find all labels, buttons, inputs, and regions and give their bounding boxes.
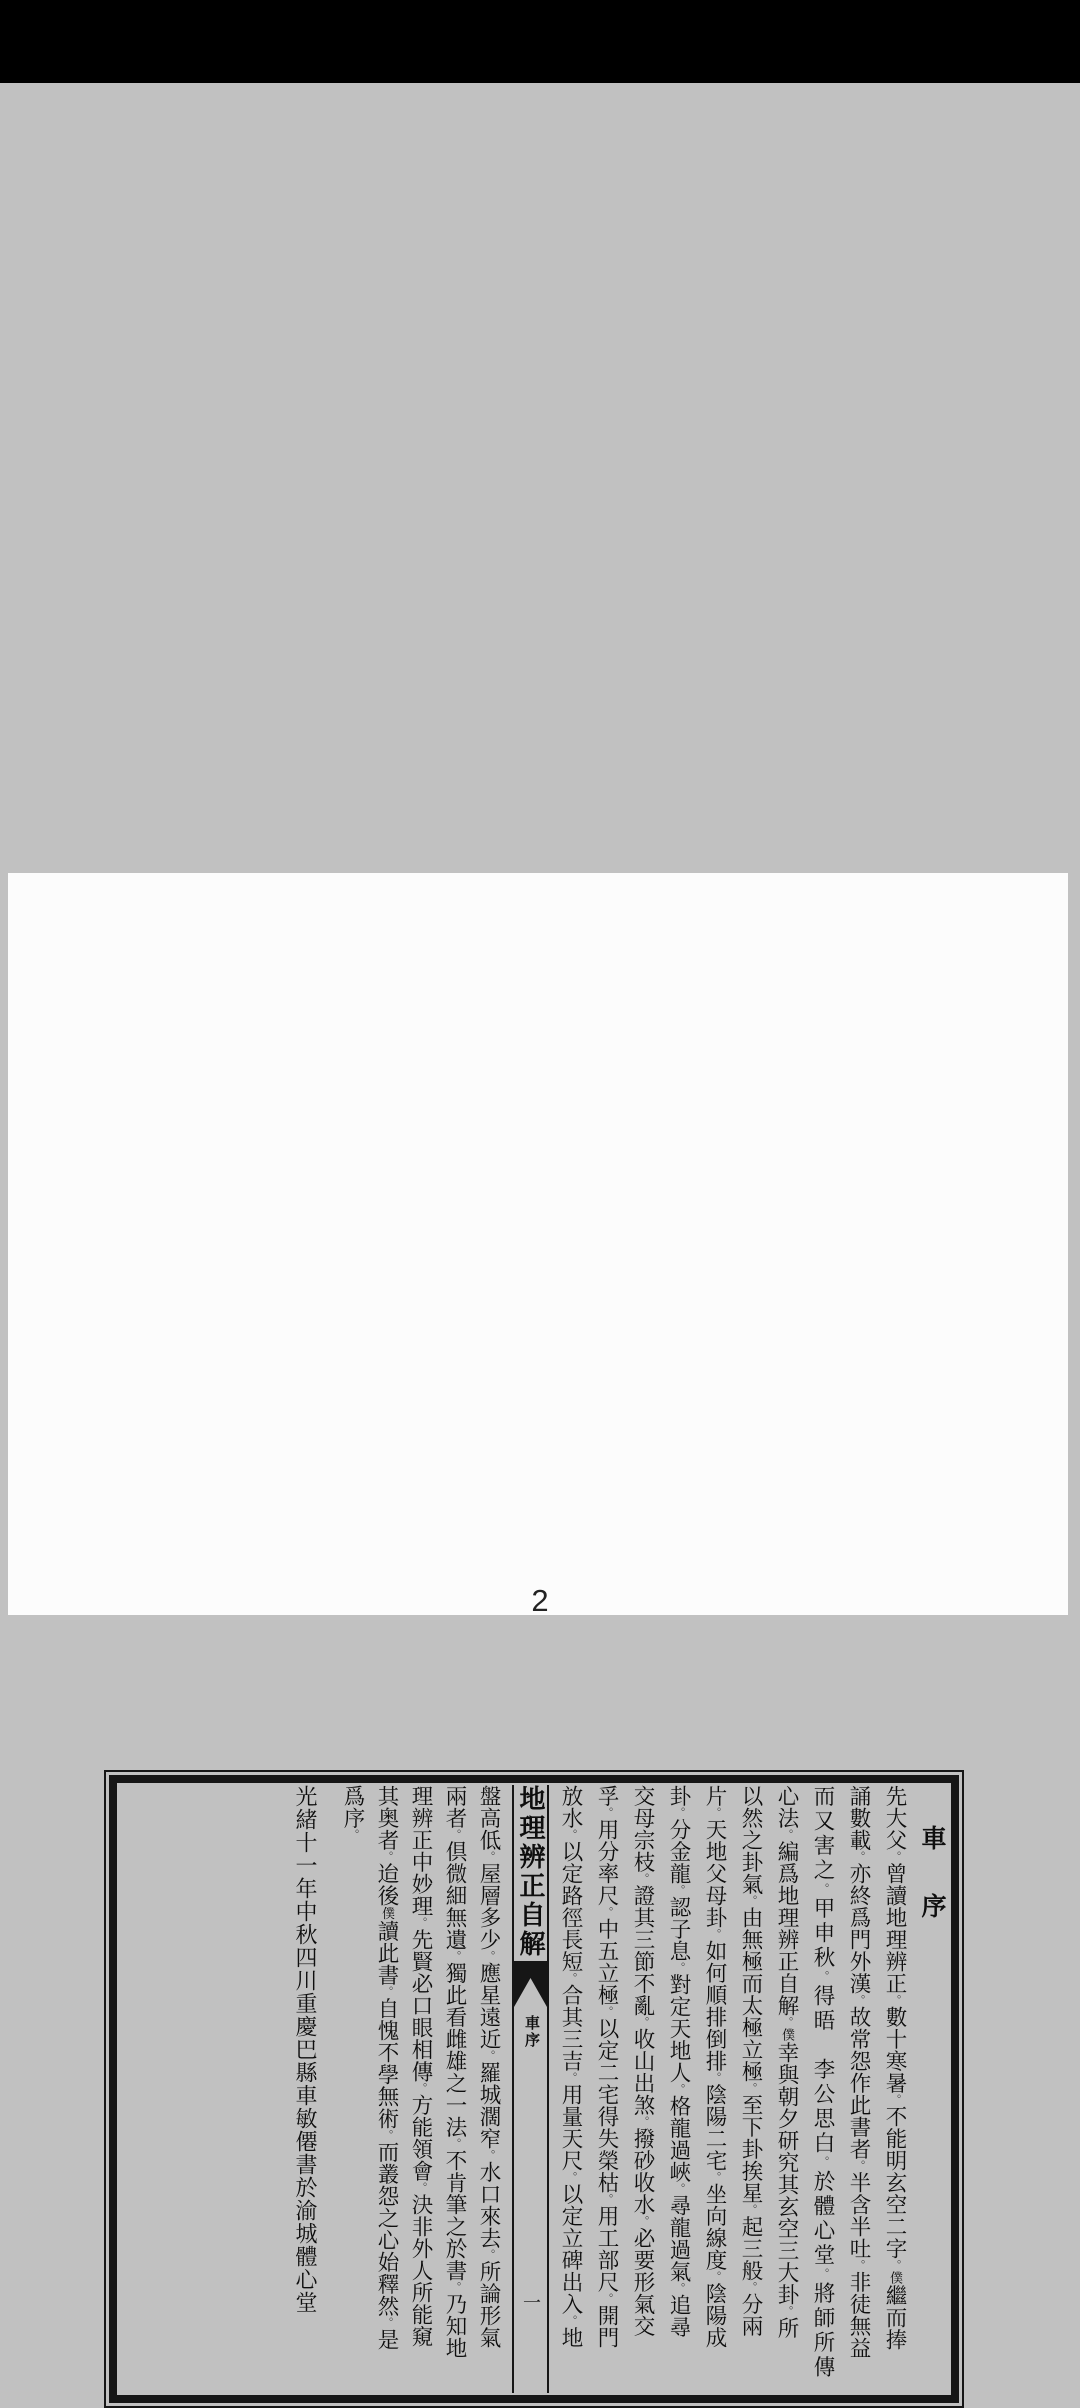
small-annotation: 僕 [780, 2028, 795, 2042]
punctuation: 。 [449, 2281, 461, 2293]
punctuation: 。 [889, 1851, 901, 1863]
punctuation: 。 [381, 2317, 393, 2329]
punctuation: 。 [637, 2116, 649, 2128]
small-annotation: 僕 [888, 2271, 903, 2285]
punctuation: 。 [853, 1994, 865, 2006]
body-column: 爲序。 [341, 1785, 365, 1841]
punctuation: 。 [817, 2156, 829, 2170]
punctuation: 。 [709, 2271, 721, 2283]
punctuation: 。 [565, 2315, 577, 2327]
punctuation: 。 [673, 1884, 685, 1896]
preface-title: 車 序 [918, 1825, 945, 1927]
punctuation: 。 [673, 2083, 685, 2095]
spine-section-label: 車序 [523, 2015, 539, 2049]
body-column: 理辨正中妙理。先賢必口眼相傳。方能領會。決非外人所能窺 [409, 1785, 433, 2348]
punctuation: 。 [637, 1873, 649, 1885]
body-column: 誦數載。亦終爲門外漢。故常怨作此書者。半含半吐。非徒無益 [847, 1785, 871, 2359]
body-column: 而又害之。甲申秋。得晤 李公思白。於體心堂。將師所傳 [811, 1785, 835, 2380]
punctuation: 。 [745, 1895, 757, 1907]
punctuation: 。 [565, 2072, 577, 2084]
punctuation: 。 [449, 1950, 461, 1962]
punctuation: 。 [483, 2249, 495, 2261]
punctuation: 。 [673, 2282, 685, 2294]
body-column: 兩者。倶微細無遺。獨此看雌雄之一法。不肯筆之於書。乃知地 [443, 1785, 467, 2359]
punctuation: 。 [781, 1829, 793, 1841]
page-frame-outer [104, 1770, 964, 2408]
page-frame-inner [109, 1775, 959, 2403]
body-column: 先大父。曾讀地理辨正。數十寒暑。不能明玄空二字。僕繼而捧 [883, 1785, 907, 2351]
punctuation: 。 [565, 1829, 577, 1841]
punctuation: 。 [817, 1970, 829, 1985]
fishtail-icon [514, 1961, 547, 2007]
punctuation: 。 [601, 1906, 613, 1918]
spine-leaf-number: 一 [521, 2293, 541, 2311]
punctuation: 。 [601, 1807, 613, 1819]
punctuation: 。 [381, 1986, 393, 1998]
body-column: 卦。分金龍。認子息。對定天地人。格龍過峽。尋龍過氣。追尋 [667, 1785, 691, 2338]
colophon-column: 光緒十一年中秋四川重慶巴縣車敏僊書於渝城體心堂 [293, 1785, 318, 2314]
spine-column [512, 1785, 549, 2393]
punctuation: 。 [853, 1851, 865, 1863]
body-column: 心法。編爲地理辨正自解。僕幸與朝夕研究其玄空三大卦。所 [775, 1785, 799, 2339]
punctuation: 。 [673, 1962, 685, 1974]
body-column: 放水。以定路徑長短。合其三吉。用量天尺。以定立碑出入。地 [559, 1785, 583, 2349]
body-column: 孚。用分率尺。中五立極。以定二宅得失榮枯。用工部尺。開門 [595, 1785, 619, 2349]
punctuation: 。 [637, 2215, 649, 2227]
body-column: 片。天地父母卦。如何順排倒排。陰陽二宅。坐向線度。陰陽成 [703, 1785, 727, 2349]
punctuation: 。 [889, 2094, 901, 2106]
punctuation: 。 [601, 2006, 613, 2018]
punctuation: 。 [381, 2129, 393, 2141]
punctuation: 。 [565, 1972, 577, 1984]
punctuation: 。 [565, 2171, 577, 2183]
punctuation: 。 [709, 2072, 721, 2084]
body-column: 盤高低。屋層多少。應星遠近。羅城濶窄。水口來去。所論形氣 [477, 1785, 501, 2349]
punctuation: 。 [781, 2305, 793, 2317]
punctuation: 。 [347, 1829, 359, 1841]
punctuation: 。 [781, 2016, 793, 2028]
punctuation: 。 [709, 1928, 721, 1940]
punctuation: 。 [415, 2182, 427, 2194]
punctuation: 。 [853, 2259, 865, 2271]
punctuation: 。 [745, 2082, 757, 2094]
punctuation: 。 [415, 2082, 427, 2094]
punctuation: 。 [889, 1994, 901, 2006]
text-grid [119, 1785, 949, 2393]
punctuation: 。 [483, 2050, 495, 2062]
punctuation: 。 [745, 2281, 757, 2293]
punctuation: 。 [817, 2268, 829, 2282]
punctuation: 。 [449, 2138, 461, 2150]
punctuation: 。 [673, 2183, 685, 2195]
punctuation: 。 [709, 2171, 721, 2183]
body-column: 其奥者。迨後僕讀此書。自愧不學無術。而叢怨之心始釋然。是 [375, 1785, 399, 2351]
punctuation: 。 [449, 1829, 461, 1841]
punctuation: 。 [601, 2193, 613, 2205]
top-letterbox-bar [0, 0, 1080, 83]
page-number: 2 [531, 1583, 549, 1618]
punctuation: 。 [817, 1883, 829, 1897]
punctuation: 。 [673, 1807, 685, 1819]
punctuation: 。 [601, 2293, 613, 2305]
punctuation: 。 [709, 1807, 721, 1819]
scanned-page[interactable] [8, 873, 1068, 2380]
punctuation: 。 [381, 1851, 393, 1863]
punctuation: 。 [637, 2016, 649, 2028]
small-annotation: 僕 [380, 1906, 395, 1920]
punctuation: 。 [889, 2259, 901, 2271]
body-column: 以然之卦氣。由無極而太極立極。至下卦挨星。起三般。分兩 [739, 1785, 763, 2337]
punctuation: 。 [483, 1950, 495, 1962]
punctuation: 。 [745, 2204, 757, 2216]
body-column: 交母宗枝。證其三節不亂。收山出煞。撥砂收水。必要形氣交 [631, 1785, 655, 2337]
punctuation: 。 [483, 2149, 495, 2161]
spine-book-title: 地理辨正自解 [516, 1785, 545, 1959]
punctuation: 。 [853, 2160, 865, 2172]
punctuation: 。 [483, 1851, 495, 1863]
punctuation: 。 [415, 1917, 427, 1929]
